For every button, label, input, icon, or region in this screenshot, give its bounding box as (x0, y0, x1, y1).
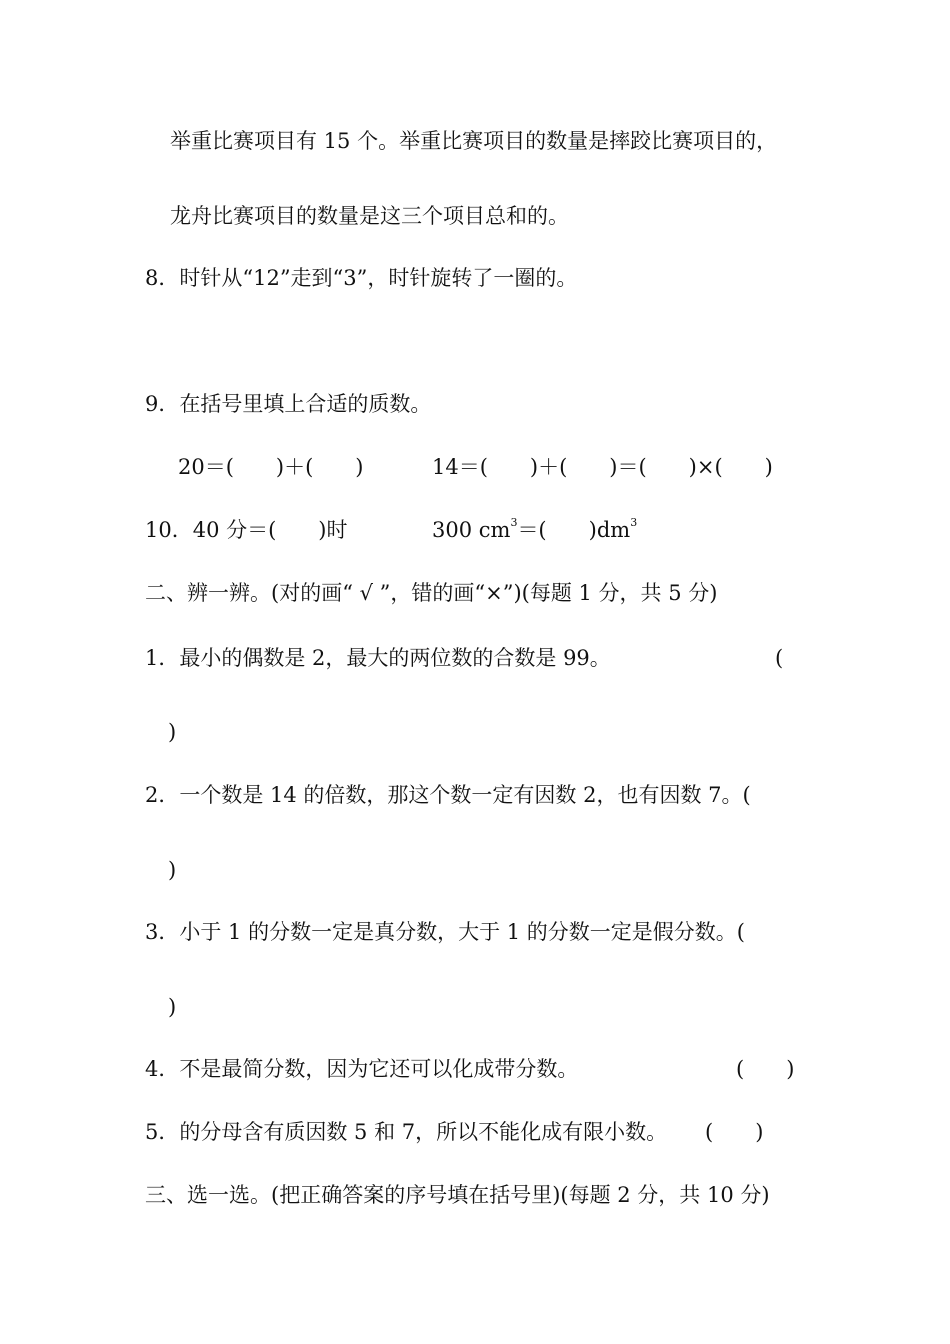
q10-part1: 10．40 分＝( )时 (145, 518, 348, 542)
q9-question: 9．在括号里填上合适的质数。 (145, 392, 432, 416)
q9-equation-1: 20＝( )＋( ) (178, 455, 364, 479)
item-text: 3．小于 1 的分数一定是真分数，大于 1 的分数一定是假分数。( (145, 920, 745, 944)
q10-part2-a: 300 cm (432, 518, 511, 542)
q9-equation-2: 14＝( )＋( )＝( )×( ) (432, 455, 773, 479)
answer-bracket-close: ) (168, 720, 177, 744)
answer-bracket[interactable]: ( ) (705, 1120, 764, 1144)
item-text: 4．不是最简分数，因为它还可以化成带分数。 (145, 1057, 579, 1081)
section3-heading: 三、选一选。(把正确答案的序号填在括号里)(每题 2 分，共 10 分) (145, 1183, 770, 1207)
q10-part2-b: ＝( )dm (517, 518, 631, 542)
item-text: 2．一个数是 14 的倍数，那这个数一定有因数 2，也有因数 7。( (145, 783, 751, 807)
q10-part2 (432, 516, 638, 542)
answer-bracket[interactable]: ( ) (736, 1057, 795, 1081)
q10-exponent-2: 3 (630, 516, 638, 529)
q10-exponent-1: 3 (510, 516, 518, 529)
item-text: 5．的分母含有质因数 5 和 7，所以不能化成有限小数。 (145, 1120, 668, 1144)
q7-line1: 举重比赛项目有 15 个。举重比赛项目的数量是摔跤比赛项目的， (170, 129, 778, 153)
section2-heading: 二、辨一辨。(对的画“ √ ”，错的画“×”)(每题 1 分，共 5 分) (145, 581, 718, 605)
answer-bracket-close: ) (168, 858, 177, 882)
q7-line2: 龙舟比赛项目的数量是这三个项目总和的。 (170, 204, 569, 228)
answer-bracket-close: ) (168, 995, 177, 1019)
answer-bracket-open[interactable]: ( (775, 646, 784, 670)
item-text: 1．最小的偶数是 2，最大的两位数的合数是 99。 (145, 646, 611, 670)
q8-question: 8．时针从“12”走到“3”，时针旋转了一圈的。 (145, 266, 578, 290)
